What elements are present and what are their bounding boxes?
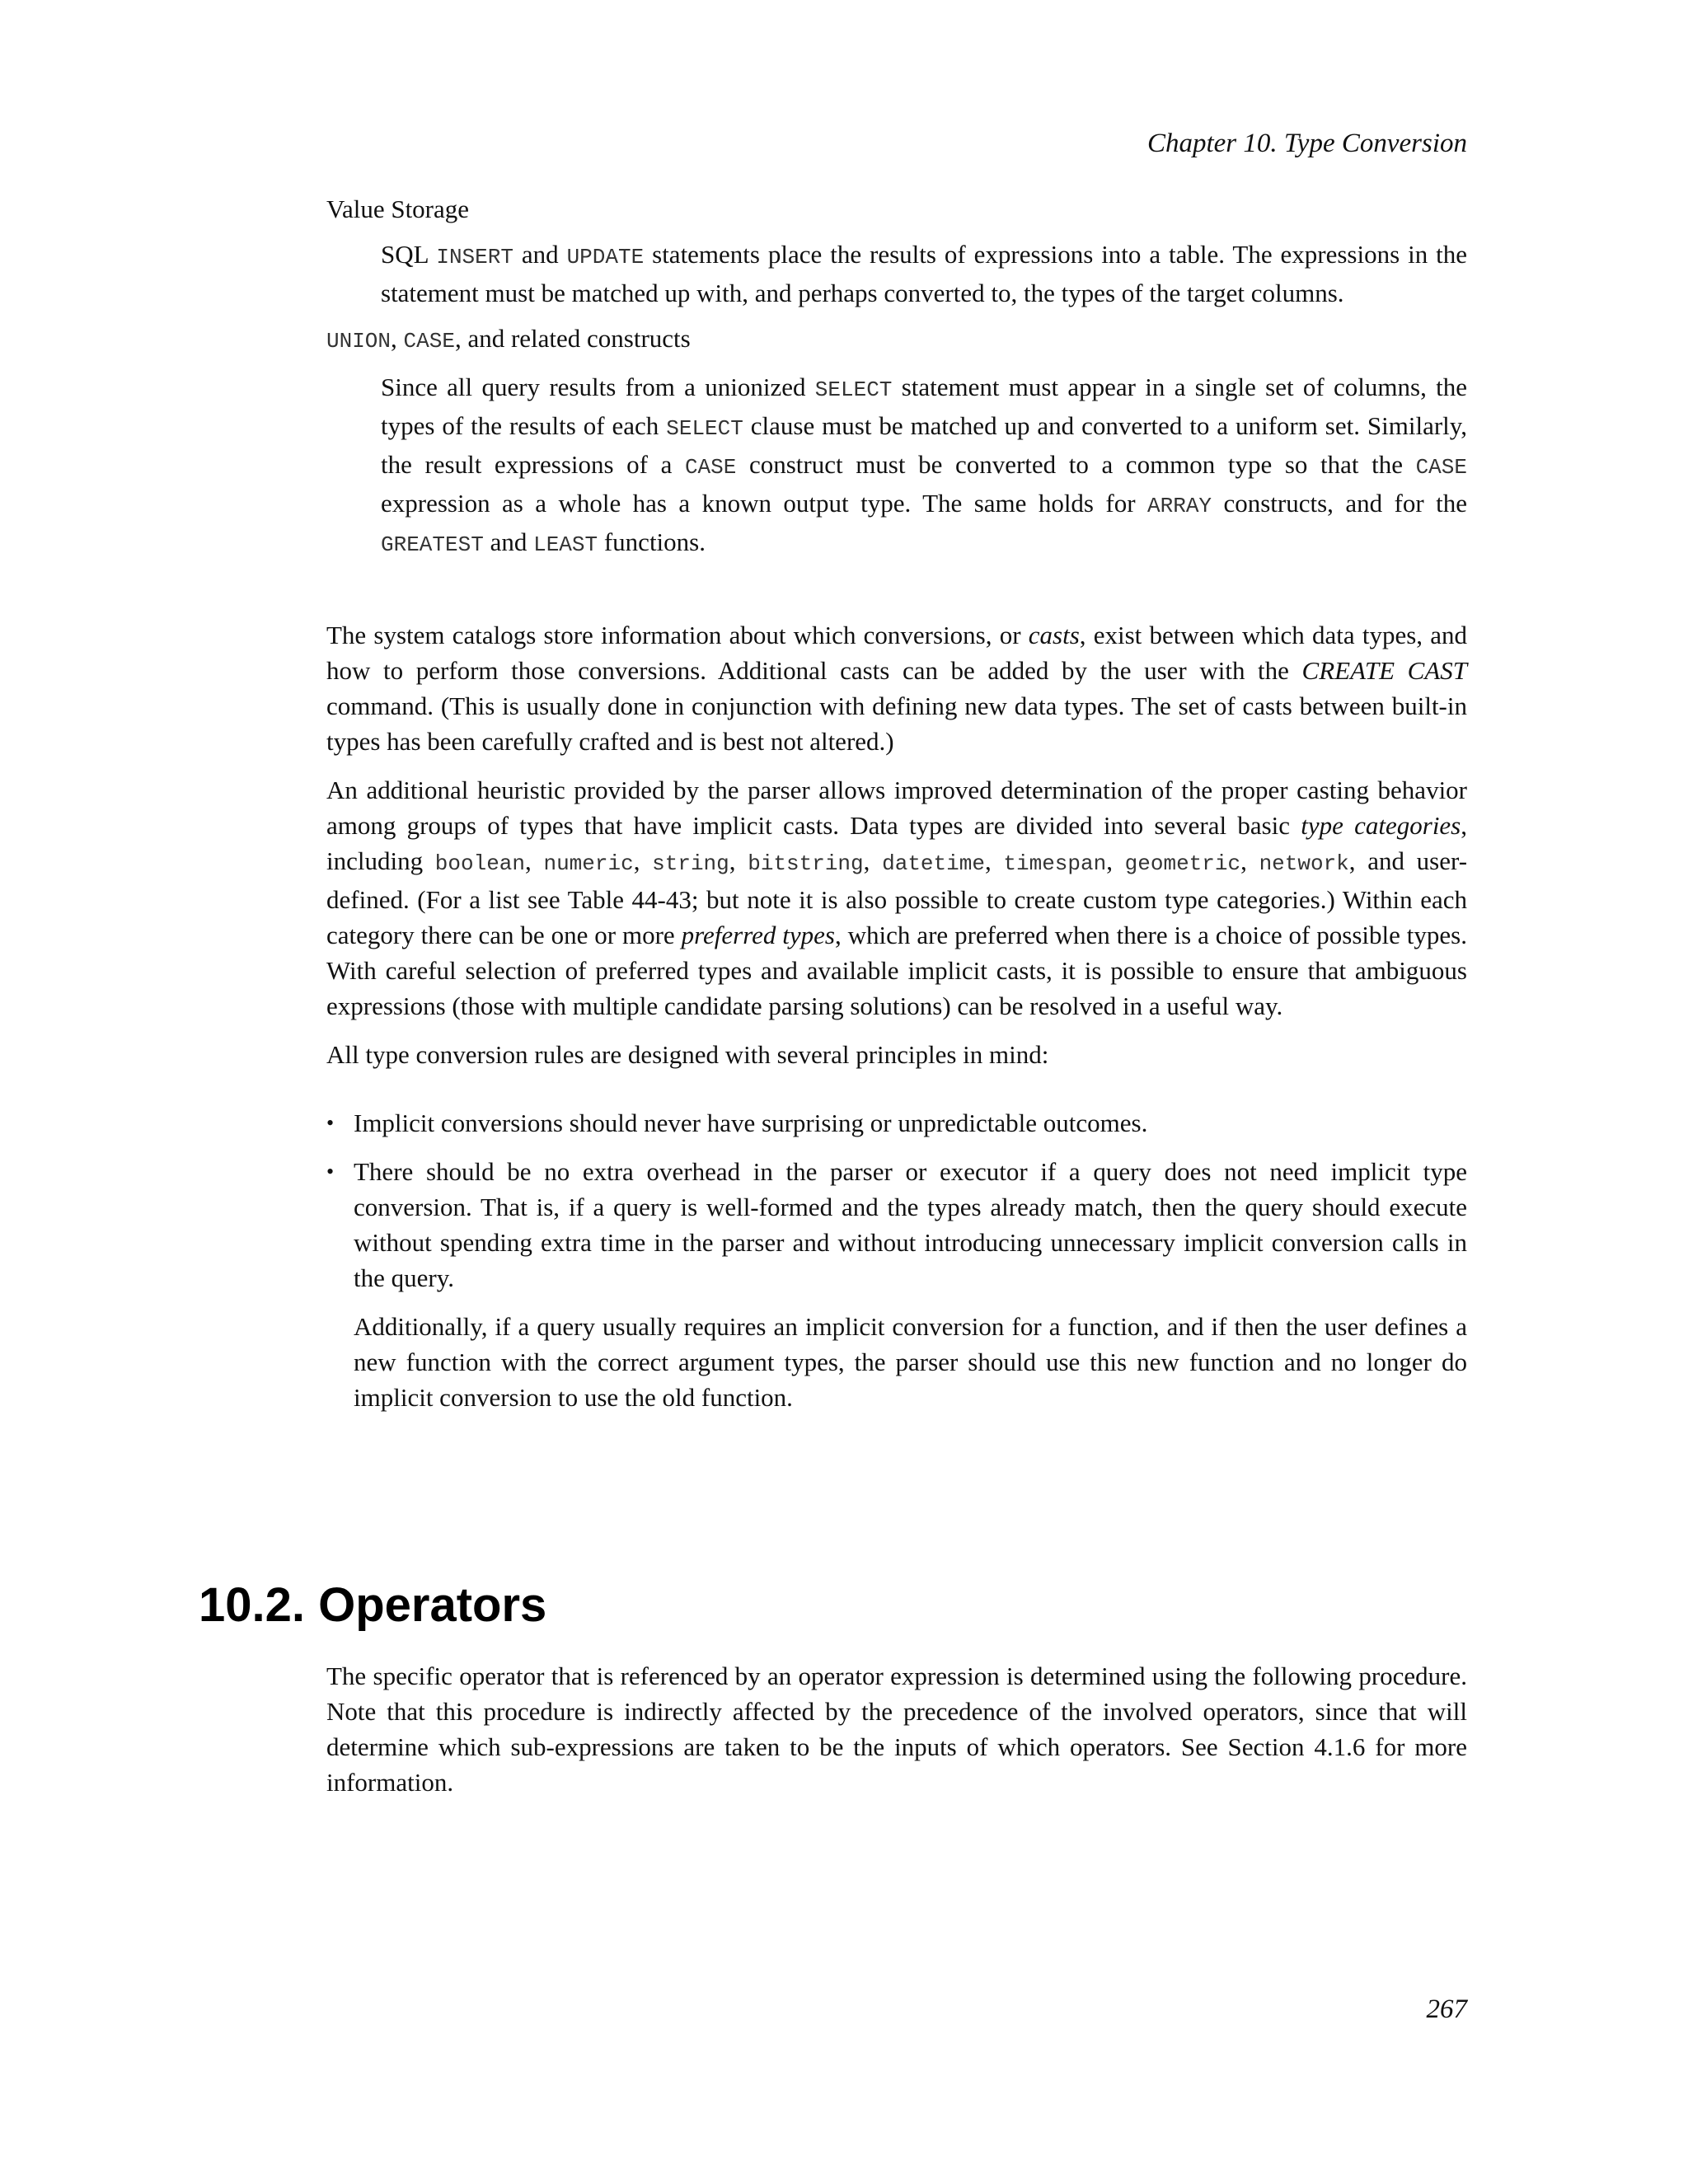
text-run: , bbox=[1106, 846, 1125, 875]
text-run: SQL bbox=[381, 240, 437, 269]
list-item-text: • Implicit conversions should never have surprising or unpredictable outcomes. bbox=[354, 1108, 1148, 1137]
text-run: , bbox=[984, 846, 1004, 875]
paragraph-casts bbox=[326, 617, 1467, 759]
text-run: expression as a whole has a known output type. The same holds for bbox=[381, 489, 1148, 518]
code-network: network bbox=[1259, 851, 1349, 876]
text-run: statements place the results of expressions into a table. The expressions in the statement must be matched up with, and perhaps converted to, the types of the target columns. bbox=[381, 240, 1467, 307]
text-run: , bbox=[633, 846, 653, 875]
code-case: CASE bbox=[1415, 455, 1467, 480]
definition-union-case bbox=[381, 369, 1467, 563]
term-union-case bbox=[326, 321, 1467, 359]
text-run: construct must be converted to a common type so that the bbox=[736, 450, 1416, 479]
text-run: command. (This is usually done in conjunction with defining new data types. The set of casts between built-in types has been carefully crafted and is best not altered.) bbox=[326, 691, 1467, 756]
definition-value-storage bbox=[381, 237, 1467, 311]
code-case: CASE bbox=[684, 455, 737, 480]
code-greatest: GREATEST bbox=[381, 532, 484, 557]
text-run: clause must be matched up and converted to a uniform set. Similarly, the result expressions of a bbox=[381, 411, 1467, 479]
text-run: , exist between which data types, and how to perform those conversions. Additional casts can be added by the user with the bbox=[326, 621, 1467, 685]
code-timespan: timespan bbox=[1003, 851, 1107, 876]
definition-paragraph bbox=[381, 369, 1467, 563]
code-datetime: datetime bbox=[882, 851, 985, 876]
code-update: UPDATE bbox=[566, 245, 645, 269]
list-item bbox=[326, 1105, 1467, 1141]
code-least: LEAST bbox=[533, 532, 598, 557]
code-geometric: geometric bbox=[1124, 851, 1241, 876]
term-value-storage: Value Storage bbox=[326, 194, 470, 223]
section-body-paragraph: The specific operator that is referenced by an operator expression is determined using the following procedure. Note that this procedure is indirectly affected by the precedence of the involved operators, since that will determine which sub-expressions are taken to be the inputs of which operators. See Section 4.1.6 for more information. bbox=[326, 1661, 1467, 1797]
text-run: statement must appear in a single set of columns, the types of the results of each bbox=[381, 373, 1467, 440]
text-run: , bbox=[863, 846, 883, 875]
code-bitstring: bitstring bbox=[748, 851, 864, 876]
code-array: ARRAY bbox=[1147, 494, 1212, 518]
text-run: , bbox=[391, 324, 404, 353]
text-run: and bbox=[513, 240, 567, 269]
code-boolean: boolean bbox=[434, 851, 526, 876]
code-insert: INSERT bbox=[436, 245, 513, 269]
text-run: , bbox=[1240, 846, 1259, 875]
text-run: , and user-defined. (For a list see Table 44-43; but note it is also possible to create custom type categories.) Within each category there can be one or more bbox=[326, 846, 1468, 949]
code-numeric: numeric bbox=[543, 851, 634, 876]
definition-paragraph bbox=[381, 237, 1467, 311]
text-run: and bbox=[483, 527, 534, 556]
list-item-text: • There should be no extra overhead in the parser or executor if a query does not need implicit type conversion. That is, if a query is well-formed and the types already match, then the query should execute without spending extra time in the parser and without introducing unnecessary implicit conversion calls in the query. bbox=[354, 1157, 1467, 1292]
text-run: , bbox=[729, 846, 748, 875]
code-select: SELECT bbox=[666, 416, 743, 441]
text-run: , which are preferred when there is a choice of possible types. With careful selection of preferred types and available implicit casts, it is possible to ensure that ambiguous expressions (those with multiple candidate parsing solutions) can be resolved in a useful way. bbox=[326, 921, 1467, 1020]
principles-list bbox=[326, 1105, 1467, 1415]
text-run: The system catalogs store information about which conversions, or bbox=[326, 621, 1029, 649]
text-run: , and related constructs bbox=[454, 324, 691, 353]
variable-list bbox=[326, 191, 1467, 563]
list-item bbox=[326, 1154, 1467, 1415]
emphasis-preferred-types: preferred types bbox=[681, 921, 835, 949]
text-run: An additional heuristic provided by the parser allows improved determination of the proper casting behavior among groups of types that have implicit casts. Data types are divided into several basic bbox=[326, 776, 1467, 840]
code-case: CASE bbox=[403, 329, 455, 354]
code-select: SELECT bbox=[814, 377, 893, 402]
text-run: functions. bbox=[598, 527, 706, 556]
page-number: 267 bbox=[1426, 1994, 1467, 2024]
text-run: , including bbox=[326, 811, 1467, 875]
text-run: Since all query results from a unionized bbox=[381, 373, 815, 401]
emphasis-create-cast: CREATE CAST bbox=[1301, 656, 1467, 685]
paragraph-heuristic bbox=[326, 772, 1467, 1024]
emphasis-casts: casts bbox=[1028, 621, 1080, 649]
text-run: constructs, and for the bbox=[1212, 489, 1467, 518]
code-string: string bbox=[652, 851, 729, 876]
main-content bbox=[326, 191, 1467, 1428]
text-run: , bbox=[525, 846, 544, 875]
paragraph-principles-intro: All type conversion rules are designed with several principles in mind: bbox=[326, 1040, 1049, 1069]
spacer bbox=[326, 573, 1467, 617]
list-item-extra-text: Additionally, if a query usually requires an implicit conversion for a function, and if then the user defines a new function with the correct argument types, the parser should use this new function and no longer do implicit conversion to use the old function. bbox=[354, 1312, 1467, 1412]
code-union: UNION bbox=[326, 329, 392, 354]
section-title: 10.2. Operators bbox=[199, 1578, 547, 1632]
emphasis-type-categories: type categories bbox=[1301, 811, 1461, 840]
running-header: Chapter 10. Type Conversion bbox=[1146, 129, 1467, 158]
